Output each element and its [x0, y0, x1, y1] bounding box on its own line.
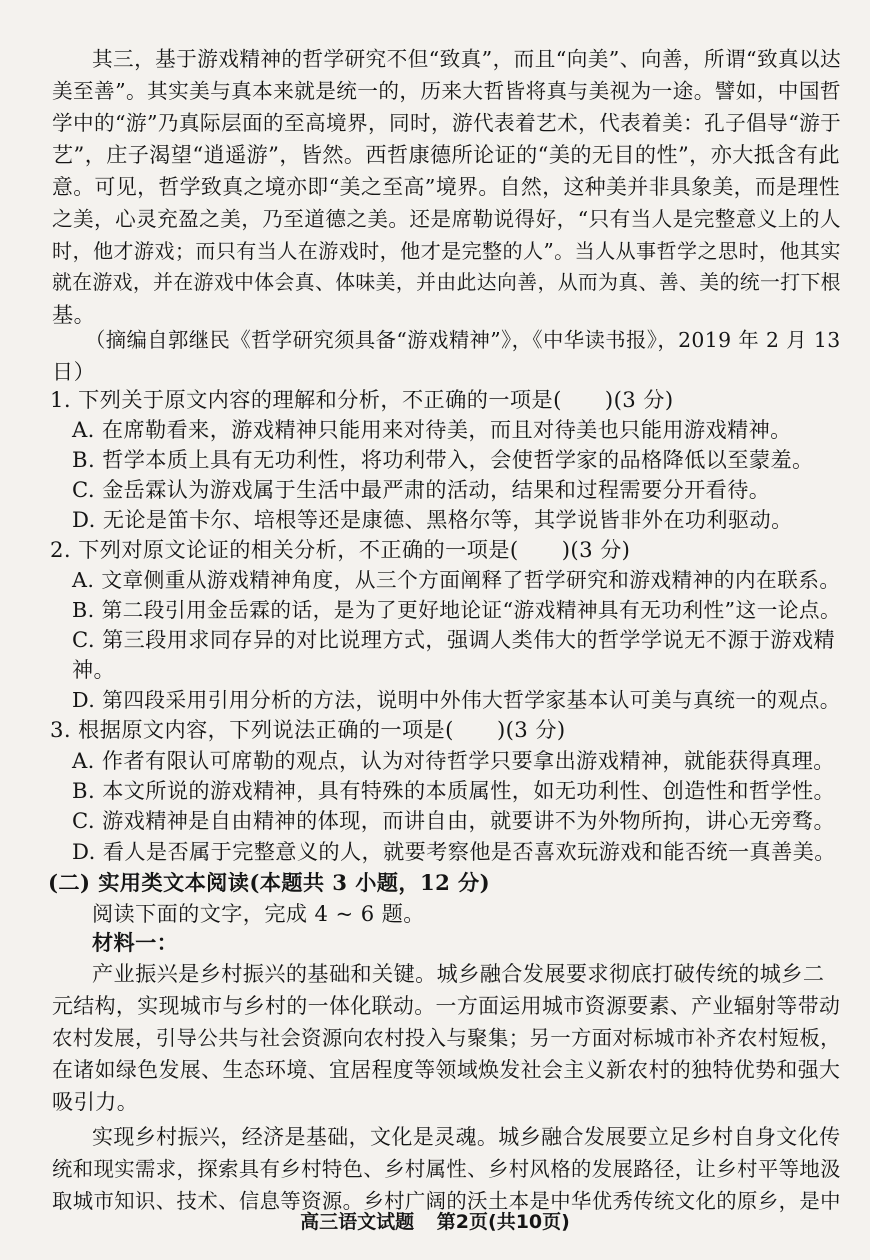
passage-line: 艺”，庄子渴望“逍遥游”，皆然。西哲康德所论证的“美的无目的性”，亦大抵含有此 — [52, 142, 840, 167]
material-line: 在诸如绿色发展、生态环境、宜居程度等领域焕发社会主义新农村的独特优势和强大 — [52, 1058, 841, 1082]
page-footer — [0, 1207, 870, 1234]
material-line: 实现乡村振兴，经济是基础，文化是灵魂。城乡融合发展要立足乡村自身文化传 — [92, 1125, 841, 1149]
section-instruction: 阅读下面的文字，完成 4 ~ 6 题。 — [92, 901, 425, 926]
question-2-option-b: B. 第二段引用金岳霖的话，是为了更好地论证“游戏精神具有无功利性”这一论点。 — [72, 598, 842, 622]
question-2-option-a: A. 文章侧重从游戏精神角度，从三个方面阐释了哲学研究和游戏精神的内在联系。 — [72, 568, 841, 592]
section-heading: (二) 实用类文本阅读(本题共 3 小题，12 分) — [48, 870, 491, 895]
material-line: 元结构，实现城市与乡村的一体化联动。一方面运用城市资源要素、产业辐射等带动 — [52, 994, 841, 1018]
question-3-option-b: B. 本文所说的游戏精神，具有特殊的本质属性，如无功利性、创造性和哲学性。 — [72, 778, 836, 803]
footer-page-number: 第2页(共10页) — [436, 1211, 570, 1233]
question-2-option-c: C. 第三段用求同存异的对比说理方式，强调人类伟大的哲学学说无不源于游戏精 — [72, 627, 835, 652]
passage-line: 意。可见，哲学致真之境亦即“美之至高”境界。自然，这种美并非具象美，而是理性 — [52, 175, 841, 199]
passage-line: 之美，心灵充盈之美，乃至道德之美。还是席勒说得好，“只有当人是完整意义上的人 — [52, 207, 841, 231]
question-3-option-c: C. 游戏精神是自由精神的体现，而讲自由，就要讲不为外物所拘，讲心无旁骛。 — [72, 808, 835, 833]
footer-subject: 高三语文试题 — [300, 1211, 415, 1233]
question-3-option-d: D. 看人是否属于完整意义的人，就要考察他是否喜欢玩游戏和能否统一真善美。 — [72, 839, 836, 864]
question-3-stem: 3. 根据原文内容，下列说法正确的一项是( )(3 分) — [50, 717, 566, 742]
question-1-option-b: B. 哲学本质上具有无功利性，将功利带入，会使哲学家的品格降低以至蒙羞。 — [72, 447, 814, 472]
question-1-option-d: D. 无论是笛卡尔、培根等还是康德、黑格尔等，其学说皆非外在功利驱动。 — [72, 507, 793, 532]
material-line: 吸引力。 — [52, 1089, 139, 1114]
passage-line: 学中的“游”乃真际层面的至高境界，同时，游代表着艺术，代表着美：孔子倡导“游于 — [52, 111, 842, 135]
question-1-option-a: A. 在席勒看来，游戏精神只能用来对待美，而且对待美也只能用游戏精神。 — [72, 417, 792, 442]
question-2-option-c-cont: 神。 — [72, 657, 116, 682]
material-line: 取城市知识、技术、信息等资源。乡村广阔的沃土本是中华优秀传统文化的原乡，是中 — [52, 1189, 841, 1213]
source-note: 日） — [52, 359, 96, 384]
material-line: 统和现实需求，探索具有乡村特色、乡村属性、乡村风格的发展路径，让乡村平等地汲 — [52, 1157, 841, 1181]
question-3-option-a: A. 作者有限认可席勒的观点，认为对待哲学只要拿出游戏精神，就能获得真理。 — [72, 748, 835, 773]
question-2-option-d: D. 第四段采用引用分析的方法，说明中外伟大哲学家基本认可美与真统一的观点。 — [72, 688, 841, 712]
source-note: （摘编自郭继民《哲学研究须具备“游戏精神”》，《中华读书报》，2019 年 2 月 13 — [85, 328, 841, 352]
question-1-stem: 1. 下列关于原文内容的理解和分析，不正确的一项是( )(3 分) — [50, 387, 674, 412]
question-2-stem: 2. 下列对原文论证的相关分析，不正确的一项是( )(3 分) — [50, 537, 631, 562]
material-line: 产业振兴是乡村振兴的基础和关键。城乡融合发展要求彻底打破传统的城乡二 — [92, 961, 825, 986]
passage-line: 时，他才游戏；而只有当人在游戏时，他才是完整的人”。当人从事哲学之思时，他其实 — [52, 239, 841, 263]
passage-line: 基。 — [52, 302, 96, 327]
passage-line: 其三，基于游戏精神的哲学研究不但“致真”，而且“向美”、向善，所谓“致真以达 — [92, 47, 842, 71]
passage-line: 美至善”。其实美与真本来就是统一的，历来大哲皆将真与美视为一途。譬如，中国哲 — [52, 79, 841, 103]
passage-line: 就在游戏，并在游戏中体会真、体味美，并由此达向善，从而为真、善、美的统一打下根 — [52, 271, 841, 294]
material-line: 农村发展，引导公共与社会资源向农村投入与聚集；另一方面对标城市补齐农村短板， — [52, 1026, 841, 1050]
material-label: 材料一： — [92, 930, 179, 955]
question-1-option-c: C. 金岳霖认为游戏属于生活中最严肃的活动，结果和过程需要分开看待。 — [72, 477, 771, 502]
